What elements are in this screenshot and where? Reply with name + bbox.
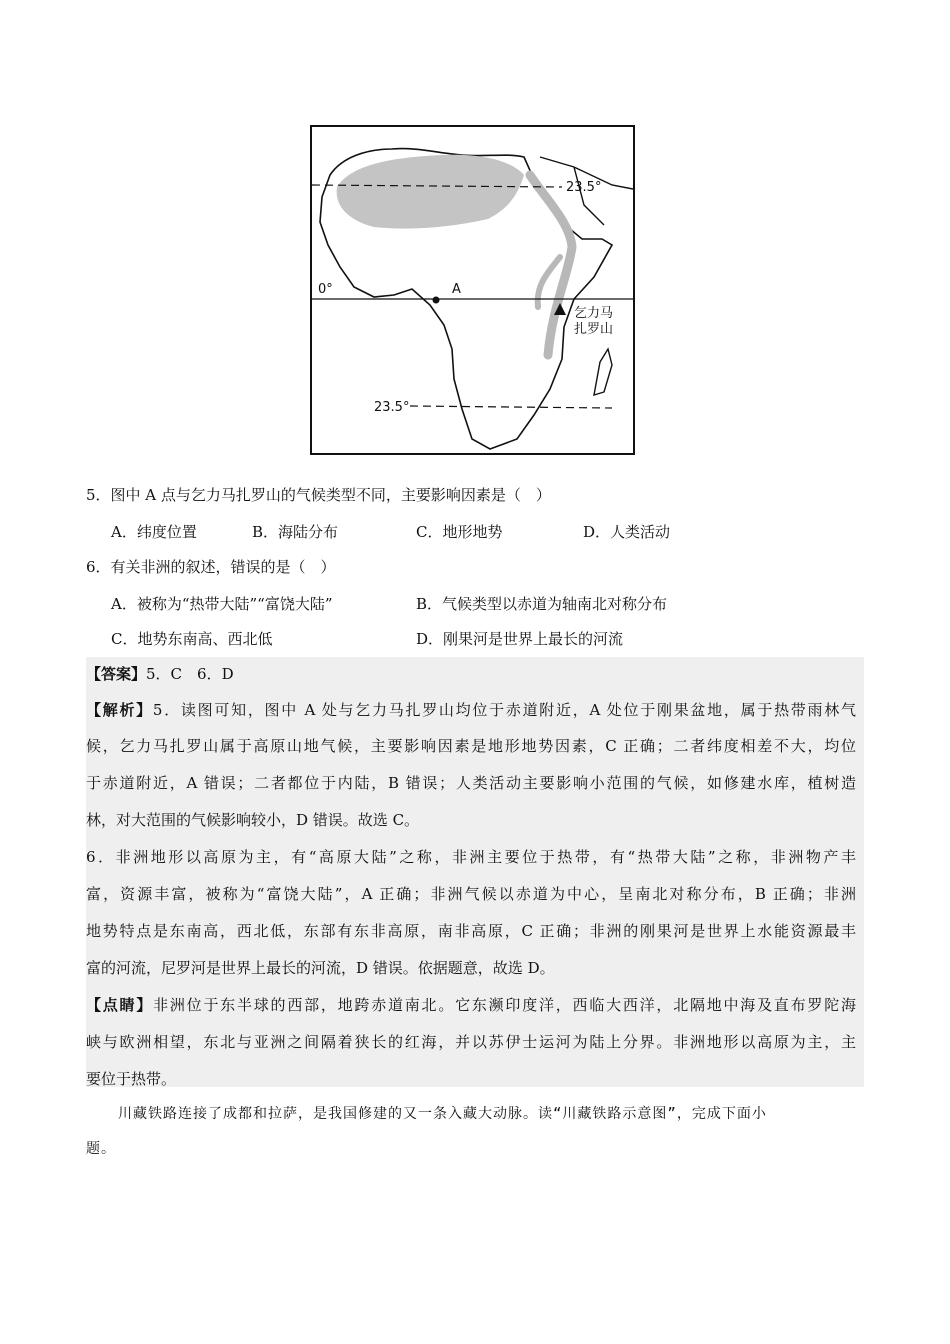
q5-option-d: D．人类活动 [583,523,671,541]
analysis-line-3 [86,773,856,793]
point-a-label: A [452,282,461,297]
q5-option-c: C．地形地势 [416,523,503,541]
q6-option-a: A．被称为“热带大陆”“富饶大陆” [111,595,333,613]
tropic-south-line [410,406,612,408]
intro-line-1: 川藏铁路连接了成都和拉萨，是我国修建的又一条入藏大动脉。读“川藏铁路示意图”，完成下面小 [118,1106,767,1122]
africa-map-figure [310,125,635,455]
analysis-line-5 [86,847,856,867]
question-5-stem: 5．图中 A 点与乞力马扎罗山的气候类型不同，主要影响因素是（ ） [86,486,551,504]
tropic-north-label: 23.5° [566,180,602,195]
equator-label: 0° [318,282,333,297]
comment-line-2 [86,1032,856,1052]
q6-option-d: D．刚果河是世界上最长的河流 [416,630,624,648]
answer-analysis-block [86,657,864,1087]
analysis-text-1: 5．读图可知，图中 A 处与乞力马扎罗山均位于赤道附近，A 处位于刚果盆地，属于热带雨林气 [152,701,856,719]
africa-map-svg [312,127,633,453]
analysis-text-3: 于赤道附近，A 错误；二者都位于内陆，B 错误；人类活动主要影响小范围的气候，如修建水库，植树造 [86,774,856,792]
analysis-text-8: 富的河流，尼罗河是世界上最长的河流，D 错误。依据题意，故选 D。 [86,959,555,977]
comment-text-3: 要位于热带。 [86,1070,177,1088]
analysis-line-4 [86,810,419,830]
comment-line-1 [86,995,856,1015]
analysis-text-5: 6．非洲地形以高原为主，有“高原大陆”之称，非洲主要位于热带，有“热带大陆”之称，非洲物产丰 [86,848,856,866]
mountain-label-line2: 扎罗山 [574,322,614,337]
tropic-south-label: 23.5° [374,400,410,415]
comment-line-3 [86,1069,176,1089]
comment-tag: 【点睛】 [86,996,154,1014]
analysis-text-2: 候，乞力马扎罗山属于高原山地气候，主要影响因素是地形地势因素，C 正确；二者纬度相差不大，均位 [86,737,856,755]
analysis-text-6: 富，资源丰富，被称为“富饶大陆”，A 正确；非洲气候以赤道为中心，呈南北对称分布，B 正确；非洲 [86,885,856,903]
intro-line-2: 题。 [86,1141,116,1157]
answer-line [86,664,234,684]
analysis-text-7: 地势特点是东南高，西北低，东部有东非高原，南非高原，C 正确；非洲的刚果河是世界上水能资源最丰 [86,922,856,940]
answer-text: 5．C 6．D [146,665,234,683]
comment-text-1: 非洲位于东半球的西部，地跨赤道南北。它东濒印度洋，西临大西洋，北隔地中海及直布罗陀海 [153,996,856,1014]
q6-option-c: C．地势东南高、西北低 [111,630,273,648]
analysis-tag: 【解析】 [86,701,153,719]
answer-tag: 【答案】 [86,665,147,683]
mountain-label-line1: 乞力马 [574,306,614,321]
q5-option-a: A．纬度位置 [111,523,197,541]
madagascar-outline [594,349,612,395]
analysis-line-2 [86,736,856,756]
sahara-shaded-area [337,155,524,229]
analysis-line-8 [86,958,555,978]
analysis-line-1 [86,700,856,720]
comment-text-2: 峡与欧洲相望，东北与亚洲之间隔着狭长的红海，并以苏伊士运河为陆上分界。非洲地形以高原为主，主 [86,1033,856,1051]
q6-option-b: B．气候类型以赤道为轴南北对称分布 [416,595,668,613]
q5-option-b: B．海陆分布 [252,523,339,541]
analysis-line-6 [86,884,856,904]
question-6-stem: 6．有关非洲的叙述，错误的是（ ） [86,558,336,576]
analysis-text-4: 林，对大范围的气候影响较小，D 错误。故选 C。 [86,811,420,829]
analysis-line-7 [86,921,856,941]
point-a-marker [433,297,440,304]
